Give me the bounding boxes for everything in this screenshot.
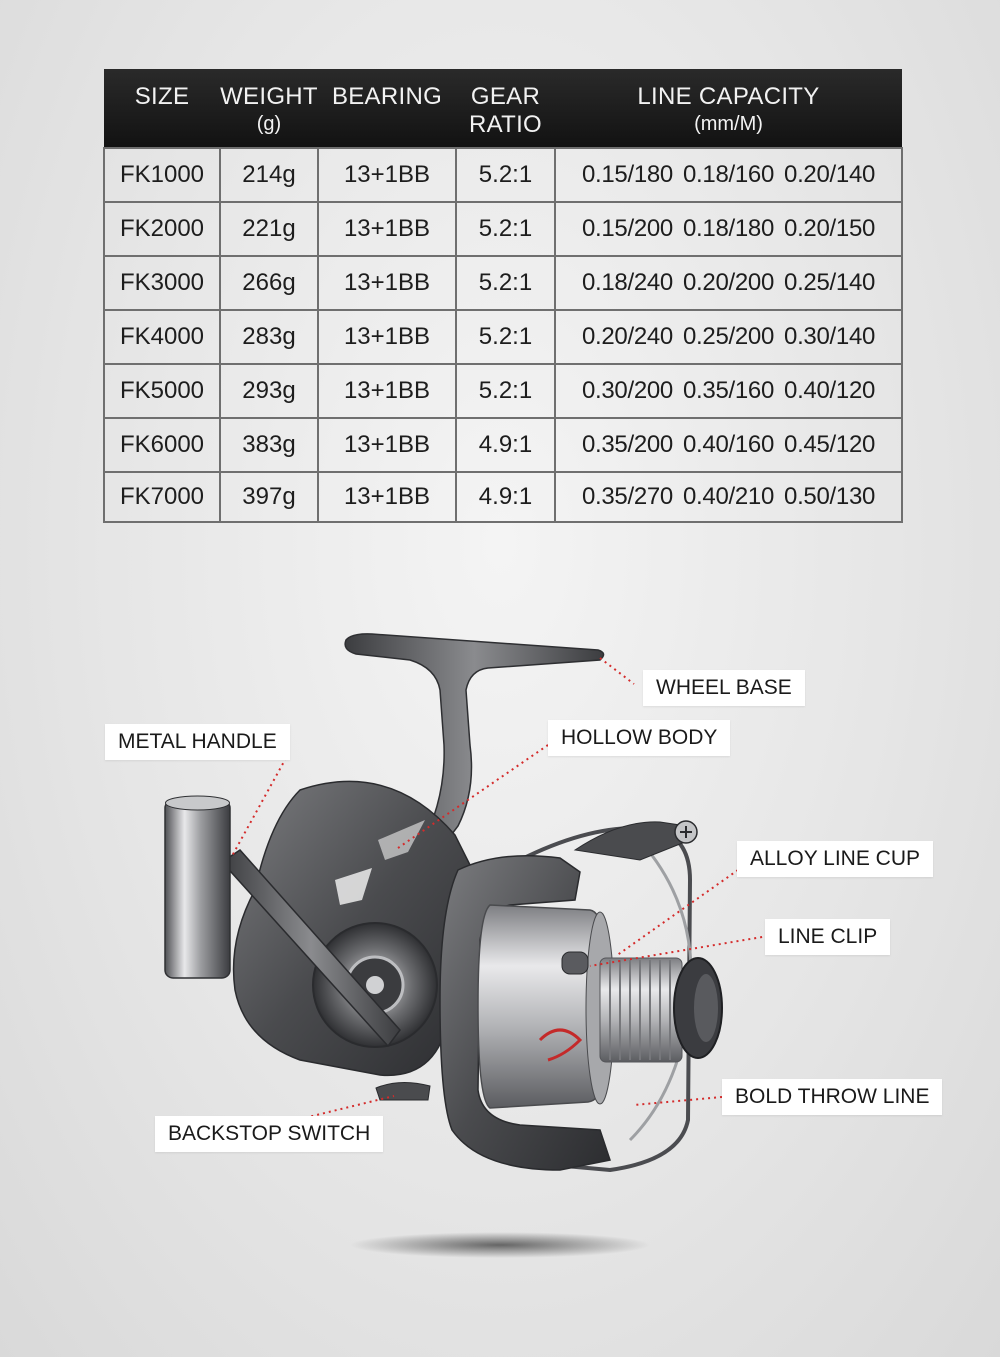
cell-weight: 283g — [220, 310, 318, 364]
cell-gear-ratio: 5.2:1 — [456, 148, 555, 202]
capacity-value: 0.35/200 — [581, 431, 673, 458]
capacity-value: 0.40/120 — [784, 377, 876, 404]
cell-size: FK2000 — [104, 202, 220, 256]
table-row — [104, 148, 902, 202]
cell-gear-ratio: 5.2:1 — [456, 364, 555, 418]
cell-weight: 397g — [220, 472, 318, 522]
cell-weight: 266g — [220, 256, 318, 310]
bail-pivot-arm — [575, 822, 690, 860]
cell-weight: 383g — [220, 418, 318, 472]
arbor-ridges — [610, 960, 670, 1060]
cell-line-capacity — [555, 364, 902, 418]
cell-line-capacity — [555, 418, 902, 472]
capacity-value: 0.18/240 — [581, 269, 673, 296]
callout-bold-throw-line: BOLD THROW LINE — [722, 1079, 942, 1115]
cell-size: FK1000 — [104, 148, 220, 202]
capacity-value: 0.20/200 — [682, 269, 775, 296]
capacity-value: 0.30/140 — [784, 323, 876, 350]
leader-wheel-base — [600, 658, 634, 684]
cell-gear-ratio: 5.2:1 — [456, 256, 555, 310]
cell-size: FK3000 — [104, 256, 220, 310]
capacity-value: 0.25/200 — [682, 323, 775, 350]
spec-header-row — [104, 69, 902, 148]
gear-cover-center — [366, 976, 384, 994]
cell-line-capacity — [555, 256, 902, 310]
reel-shadow — [350, 1232, 650, 1258]
spec-table-body — [104, 148, 902, 522]
capacity-value: 0.18/160 — [682, 161, 775, 188]
cell-bearing: 13+1BB — [318, 418, 456, 472]
cell-line-capacity — [555, 148, 902, 202]
capacity-value: 0.40/210 — [682, 483, 775, 510]
table-row — [104, 418, 902, 472]
capacity-value: 0.40/160 — [682, 431, 775, 458]
capacity-value: 0.35/270 — [581, 483, 673, 510]
capacity-value: 0.20/140 — [784, 161, 876, 188]
table-row — [104, 256, 902, 310]
cell-gear-ratio: 5.2:1 — [456, 202, 555, 256]
cell-line-capacity — [555, 310, 902, 364]
callout-line-clip: LINE CLIP — [765, 919, 890, 955]
line-clip — [562, 952, 588, 974]
metal-handle-knob — [165, 800, 230, 978]
header-line-capacity: LINE CAPACITY (mm/M) — [555, 69, 902, 148]
callout-backstop-switch: BACKSTOP SWITCH — [155, 1116, 383, 1152]
cell-bearing: 13+1BB — [318, 472, 456, 522]
table-row — [104, 364, 902, 418]
leader-alloy-line-cup — [616, 870, 738, 956]
metal-handle-knob-top — [166, 796, 230, 810]
capacity-value: 0.20/240 — [581, 323, 673, 350]
cell-weight: 214g — [220, 148, 318, 202]
backstop-switch — [376, 1082, 430, 1100]
table-row — [104, 472, 902, 522]
table-row — [104, 310, 902, 364]
capacity-value: 0.15/180 — [581, 161, 673, 188]
header-gear-ratio: GEAR RATIO — [456, 69, 555, 148]
cell-gear-ratio: 4.9:1 — [456, 472, 555, 522]
drag-knob-cap — [694, 974, 718, 1042]
callout-metal-handle: METAL HANDLE — [105, 724, 290, 760]
cell-weight: 221g — [220, 202, 318, 256]
cell-line-capacity — [555, 202, 902, 256]
cell-size: FK6000 — [104, 418, 220, 472]
cell-size: FK4000 — [104, 310, 220, 364]
alloy-line-cup — [478, 905, 600, 1108]
spec-table — [103, 69, 903, 523]
capacity-value: 0.15/200 — [581, 215, 673, 242]
callout-wheel-base: WHEEL BASE — [643, 670, 805, 706]
cell-bearing: 13+1BB — [318, 202, 456, 256]
header-weight: WEIGHT (g) — [220, 69, 318, 148]
capacity-value: 0.20/150 — [784, 215, 876, 242]
capacity-value: 0.30/200 — [581, 377, 673, 404]
cell-bearing: 13+1BB — [318, 148, 456, 202]
cell-bearing: 13+1BB — [318, 256, 456, 310]
capacity-value: 0.50/130 — [784, 483, 876, 510]
cell-size: FK7000 — [104, 472, 220, 522]
leader-bold-throw-line — [634, 1097, 722, 1105]
cell-line-capacity — [555, 472, 902, 522]
capacity-value: 0.45/120 — [784, 431, 876, 458]
header-size: SIZE — [104, 69, 220, 148]
cell-bearing: 13+1BB — [318, 364, 456, 418]
capacity-value: 0.35/160 — [682, 377, 775, 404]
callout-hollow-body: HOLLOW BODY — [548, 720, 730, 756]
table-row — [104, 202, 902, 256]
cell-bearing: 13+1BB — [318, 310, 456, 364]
cell-gear-ratio: 5.2:1 — [456, 310, 555, 364]
cell-gear-ratio: 4.9:1 — [456, 418, 555, 472]
cell-weight: 293g — [220, 364, 318, 418]
capacity-value: 0.18/180 — [682, 215, 775, 242]
header-bearing: BEARING — [318, 69, 456, 148]
capacity-value: 0.25/140 — [784, 269, 876, 296]
cell-size: FK5000 — [104, 364, 220, 418]
callout-alloy-line-cup: ALLOY LINE CUP — [737, 841, 933, 877]
